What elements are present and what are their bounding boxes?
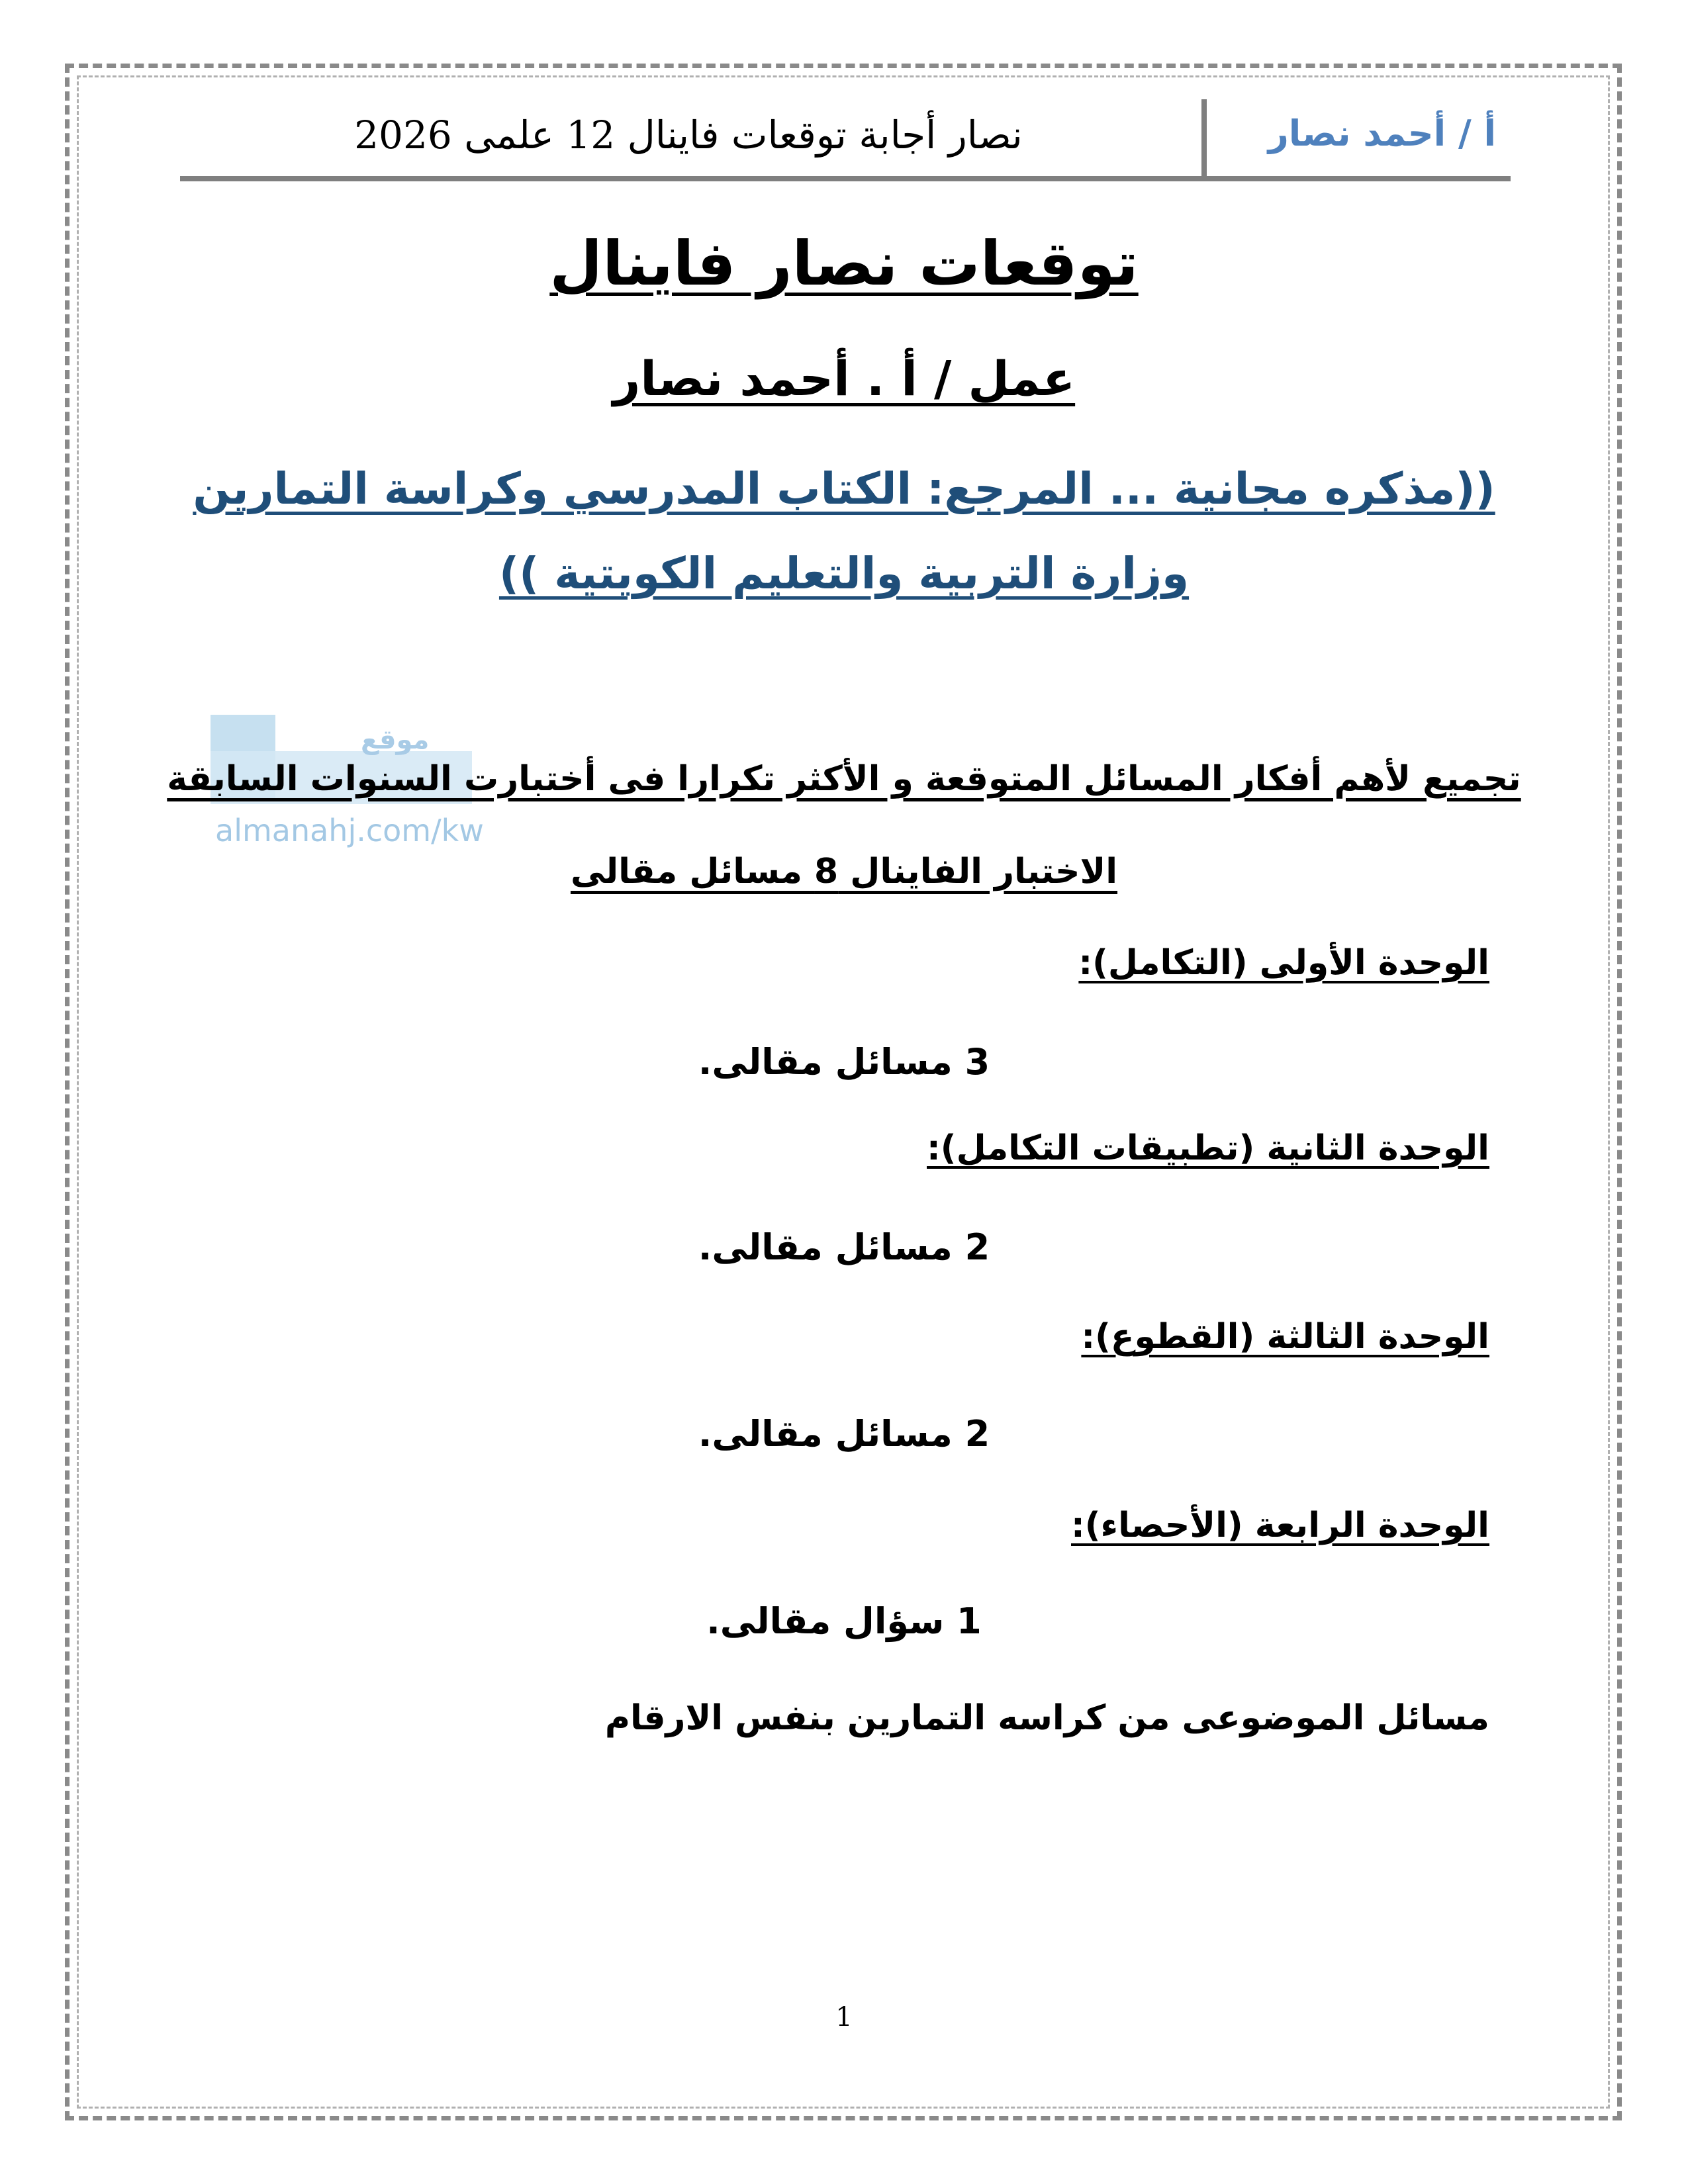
header-doc-title: نصار أجابة توقعات فاينال 12 علمى 2026 [354, 113, 1023, 158]
unit-4-title: الوحدة الرابعة (الأحصاء): [1071, 1506, 1489, 1545]
byline: عمل / أ . أحمد نصار [612, 351, 1076, 406]
unit-2-count: 2 مسائل مقالى. [698, 1226, 990, 1268]
memo-line-2: وزارة التربية والتعليم الكويتية )) [498, 548, 1190, 599]
header-rule [180, 176, 1511, 181]
unit-1-title: الوحدة الأولى (التكامل): [1078, 943, 1489, 983]
final-exam-heading: الاختبار الفاينال 8 مسائل مقالى [570, 852, 1118, 891]
page-title: توقعات نصار فاينال [549, 228, 1139, 299]
watermark-word: موقع [361, 725, 430, 755]
header-author: أ / أحمد نصار [1268, 113, 1496, 154]
objective-note: مسائل الموضوعى من كراسه التمارين بنفس الارقام [604, 1698, 1489, 1738]
header-divider [1201, 99, 1207, 180]
memo-line-1: ((مذكره مجانية ... المرجع: الكتاب المدرسي وكراسة التمارين [193, 463, 1495, 514]
unit-4-count: 1 سؤال مقالى. [706, 1600, 982, 1642]
unit-3-count: 2 مسائل مقالى. [698, 1413, 990, 1455]
unit-3-title: الوحدة الثالثة (القطوع): [1081, 1317, 1489, 1357]
unit-1-count: 3 مسائل مقالى. [698, 1041, 990, 1083]
page-number: 1 [835, 2002, 853, 2032]
unit-2-title: الوحدة الثانية (تطبيقات التكامل): [927, 1128, 1489, 1168]
compilation-heading: تجميع لأهم أفكار المسائل المتوقعة و الأكثر تكرارا فى أختبارت السنوات السابقة [167, 759, 1521, 799]
watermark-url: almanahj.com/kw [215, 813, 484, 848]
